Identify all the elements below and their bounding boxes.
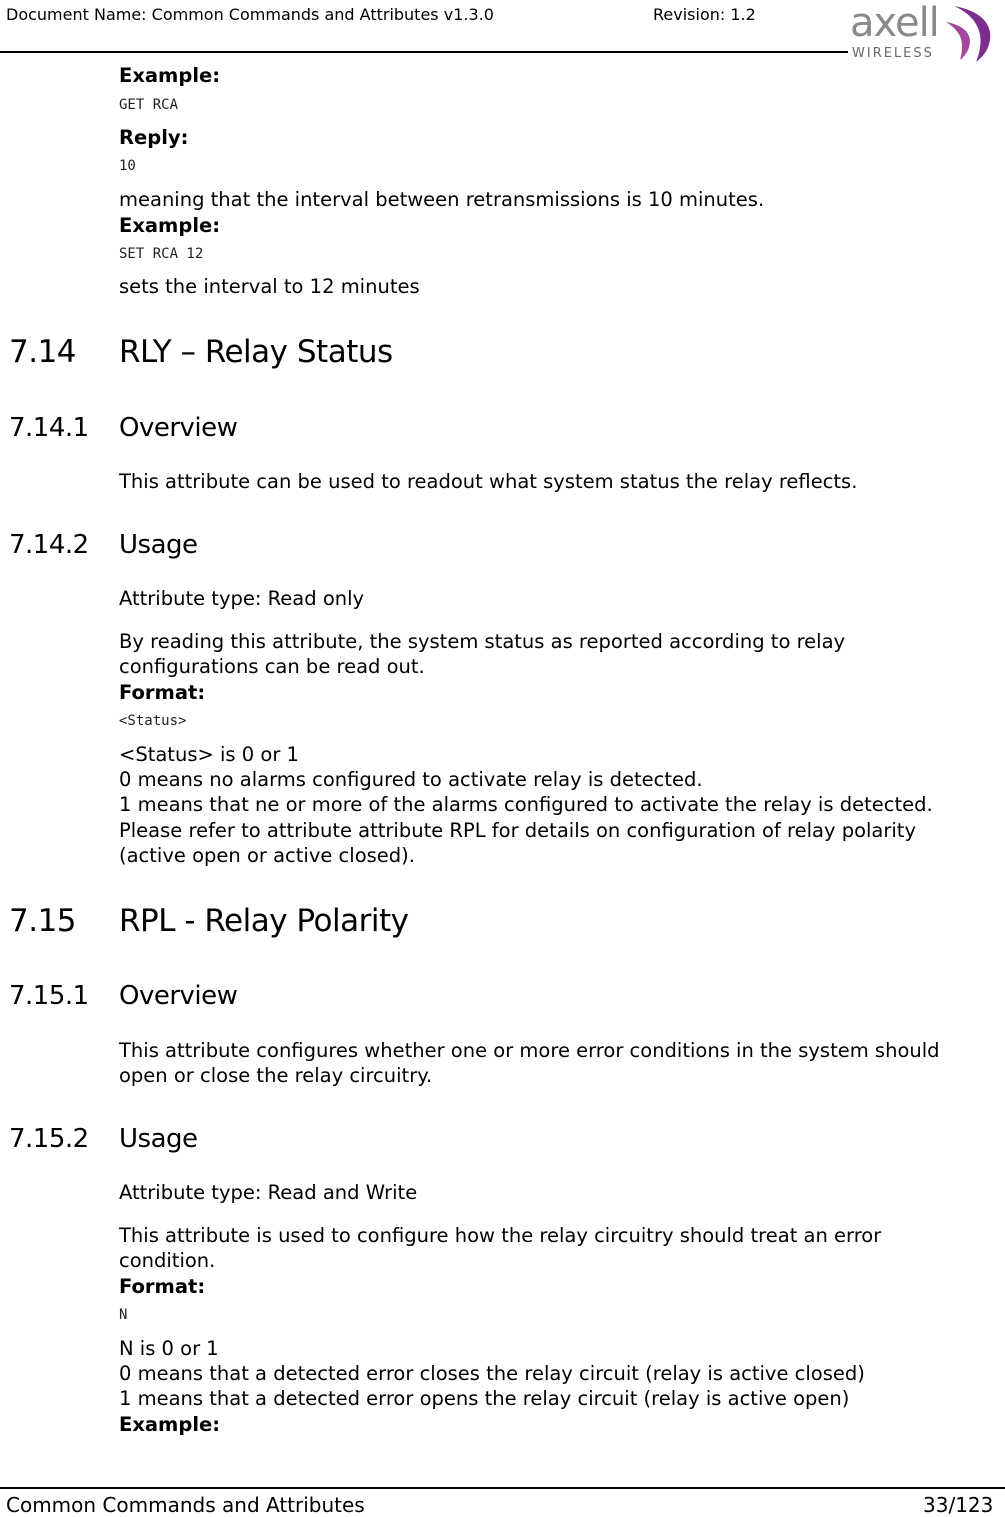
- format-detail: N is 0 or 1: [119, 1337, 219, 1360]
- reply-label: Reply:: [119, 126, 189, 149]
- logo-subtitle: WIRELESS: [852, 46, 934, 61]
- usage-description: By reading this attribute, the system status as reported according to relay: [119, 630, 846, 653]
- code-example: SET RCA 12: [119, 246, 204, 262]
- section-number: 7.15: [9, 903, 77, 939]
- usage-description: configurations can be read out.: [119, 655, 425, 678]
- header-divider: [0, 51, 848, 53]
- usage-description: condition.: [119, 1249, 216, 1272]
- format-detail: 1 means that a detected error opens the relay circuit (relay is active open): [119, 1387, 850, 1410]
- subsection-number: 7.15.2: [9, 1124, 89, 1154]
- revision: Revision: 1.2: [653, 5, 756, 24]
- example-label: Example:: [119, 64, 221, 87]
- attribute-type: Attribute type: Read and Write: [119, 1181, 418, 1204]
- format-label: Format:: [119, 681, 206, 704]
- axell-wireless-logo: [848, 0, 1005, 66]
- example-label: Example:: [119, 214, 221, 237]
- subsection-title: Overview: [119, 981, 238, 1011]
- format-label: Format:: [119, 1275, 206, 1298]
- format-detail: (active open or active closed).: [119, 844, 415, 867]
- overview-text: This attribute configures whether one or more error conditions in the system should: [119, 1039, 940, 1062]
- logo-swoosh-icon: [946, 2, 1004, 64]
- code-format: N: [119, 1307, 128, 1323]
- overview-text: open or close the relay circuitry.: [119, 1064, 433, 1087]
- code-reply: 10: [119, 158, 136, 174]
- subsection-title: Overview: [119, 413, 238, 443]
- code-example: GET RCA: [119, 97, 179, 113]
- overview-text: This attribute can be used to readout what system status the relay reflects.: [119, 470, 858, 493]
- footer-divider: [0, 1487, 1005, 1489]
- section-title: RPL - Relay Polarity: [119, 903, 409, 939]
- logo-wordmark: axell: [850, 0, 939, 46]
- format-detail: 0 means that a detected error closes the relay circuit (relay is active closed): [119, 1362, 865, 1385]
- subsection-number: 7.14.1: [9, 413, 89, 443]
- code-format: <Status>: [119, 713, 187, 729]
- example-label: Example:: [119, 1413, 221, 1436]
- subsection-number: 7.15.1: [9, 981, 89, 1011]
- attribute-type: Attribute type: Read only: [119, 587, 365, 610]
- section-title: RLY – Relay Status: [119, 334, 393, 370]
- subsection-title: Usage: [119, 1124, 198, 1154]
- reply-meaning: meaning that the interval between retransmissions is 10 minutes.: [119, 188, 765, 211]
- format-detail: 1 means that ne or more of the alarms configured to activate the relay is detected.: [119, 793, 933, 816]
- subsection-title: Usage: [119, 530, 198, 560]
- format-detail: 0 means no alarms configured to activate relay is detected.: [119, 768, 703, 791]
- subsection-number: 7.14.2: [9, 530, 89, 560]
- page-number: 33/123: [923, 1493, 994, 1517]
- format-detail: <Status> is 0 or 1: [119, 743, 299, 766]
- usage-description: This attribute is used to configure how the relay circuitry should treat an error: [119, 1224, 882, 1247]
- footer-title: Common Commands and Attributes: [6, 1493, 365, 1517]
- example-description: sets the interval to 12 minutes: [119, 275, 420, 298]
- section-number: 7.14: [9, 334, 77, 370]
- format-detail: Please refer to attribute attribute RPL for details on configuration of relay polarity: [119, 819, 916, 842]
- document-name: Document Name: Common Commands and Attributes v1.3.0: [6, 5, 494, 24]
